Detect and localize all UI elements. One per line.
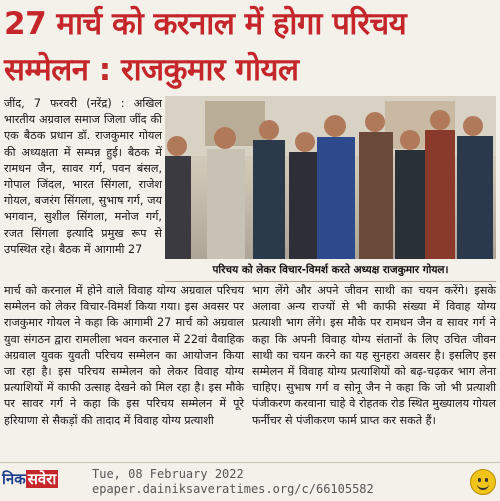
news-photo (165, 96, 496, 282)
headline-line-2: सम्मेलन : राजकुमार गोयल (4, 52, 299, 88)
article-body-text-a: मार्च को करनाल में होने वाले विवाह योग्य अग्रवाल परिचय सम्मेलन को लेकर विचार-विमर्श किया गया। इस अवसर पर राजकुमार गोयल ने कहा कि आगामी 27 मार्च को अग्रवाल युवा संगठन द्वारा रामलीला भवन करनाल में 22वां वैवाहिक अग्रवाल युवक युवती परिचय सम्मेलन का आयोजन किया जा रहा है। इस परिचय सम्मेलन को लेकर विवाह योग्य प्रत्याशियों में काफी उत्साह देखने को मिल रहा है। इस मौके पर सावर गर्ग ने कहा कि इस परिचय सम्मेलन में पूरे हरियाणा से सैकड़ों की तादाद में विवाह योग्य प्रत्याशी (4, 284, 244, 427)
group-photo-illustration (165, 96, 496, 282)
article-body-column-b (252, 283, 496, 429)
logo-text-part-2: सवेरा (27, 470, 57, 488)
footer-meta (92, 467, 374, 497)
article-intro-text: जींद, 7 फरवरी (नरेंद्र) : अखिल भारतीय अग्रवाल समाज जिला जींद की एक बैठक प्रधान डॉ. राजकुमार गोयल की अध्यक्षता में सम्पन्न हुई। बैठक में रामधन जैन, सावर गर्ग, पवन बंसल, गोपाल जिंदल, भारत सिंगला, राजेश गोयल, बजरंग सिंगला, सुभाष गर्ग, जय भगवान, सुशील सिंगला, मनोज गर्ग, रजत सिंगला इत्यादि प्रमुख रूप से उपस्थित रहे। बैठक में आगामी 27 (4, 97, 162, 256)
article-body-column-a (4, 283, 244, 429)
headline-line-1: 27 मार्च को करनाल में होगा परिचय (4, 6, 407, 42)
epaper-url[interactable]: epaper.dainiksaveratimes.org/c/66105582 (92, 482, 374, 496)
smiley-icon (470, 469, 496, 495)
article-left-column (4, 96, 162, 258)
article-body-text-b: भाग लेंगे और अपने जीवन साथी का चयन करेंगे। इसके अलावा अन्य राज्यों से भी काफी संख्या में विवाह योग्य प्रत्याशी भाग लेंगे। इस मौके पर रामधन जैन व सावर गर्ग ने कहा कि अपनी विवाह योग्य संतानों के लिए उचित जीवन साथी का चयन करने का यह सुनहरा अवसर है। इसलिए इस सम्मेलन में विवाह योग्य प्रत्याशियों को बढ़-चढ़कर भाग लेना चाहिए। सुभाष गर्ग व सोनू जैन ने कहा कि जो भी प्रत्याशी पंजीकरण करवाना चाहे वे रोहतक रोड स्थित मुख्यालय गोयल फर्नीचर से पंजीकरण फार्म प्राप्त कर सकते हैं। (252, 284, 496, 427)
logo-text-part-1: निक (2, 470, 26, 488)
publish-date: Tue, 08 February 2022 (92, 467, 244, 481)
epaper-footer (0, 462, 500, 501)
newspaper-logo (2, 469, 58, 495)
photo-caption: परिचय को लेकर विचार-विमर्श करते अध्यक्ष राजकुमार गोयल। (165, 259, 496, 281)
